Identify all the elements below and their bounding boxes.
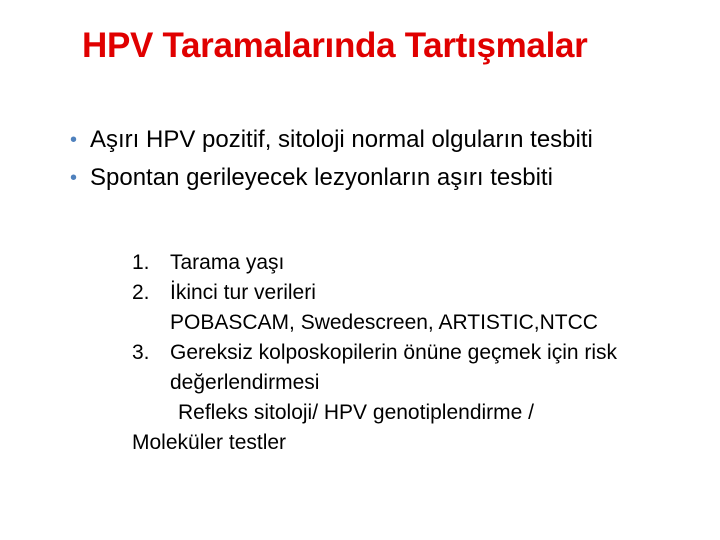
numbered-item	[132, 278, 692, 308]
item-text: Gereksiz kolposkopilerin önüne geçmek için risk değerlendirmesi	[170, 341, 618, 394]
bullet-item	[70, 126, 690, 154]
item-number: 1.	[132, 251, 150, 274]
molecular-text: Moleküler testler	[132, 431, 287, 454]
bullet-item	[70, 164, 690, 192]
numbered-list	[132, 248, 692, 458]
reflex-text: Refleks sitoloji/ HPV genotiplendirme /	[178, 401, 534, 424]
bullet-dot-icon: •	[70, 167, 78, 189]
bullet-list	[70, 126, 690, 202]
numbered-item	[132, 248, 692, 278]
bullet-text: Spontan gerileyecek lezyonların aşırı tesbiti	[90, 164, 553, 191]
bullet-dot-icon: •	[70, 129, 78, 151]
item-number: 2.	[132, 281, 150, 304]
item-text: İkinci tur verileri	[170, 281, 316, 304]
slide-title: HPV Taramalarında Tartışmalar	[82, 26, 588, 65]
item-number: 3.	[132, 341, 150, 364]
bullet-text: Aşırı HPV pozitif, sitoloji normal olguların tesbiti	[90, 126, 593, 153]
item-text: Tarama yaşı	[170, 251, 285, 274]
trial-names: POBASCAM, Swedescreen, ARTISTIC,NTCC	[170, 311, 598, 334]
numbered-item	[132, 338, 692, 398]
